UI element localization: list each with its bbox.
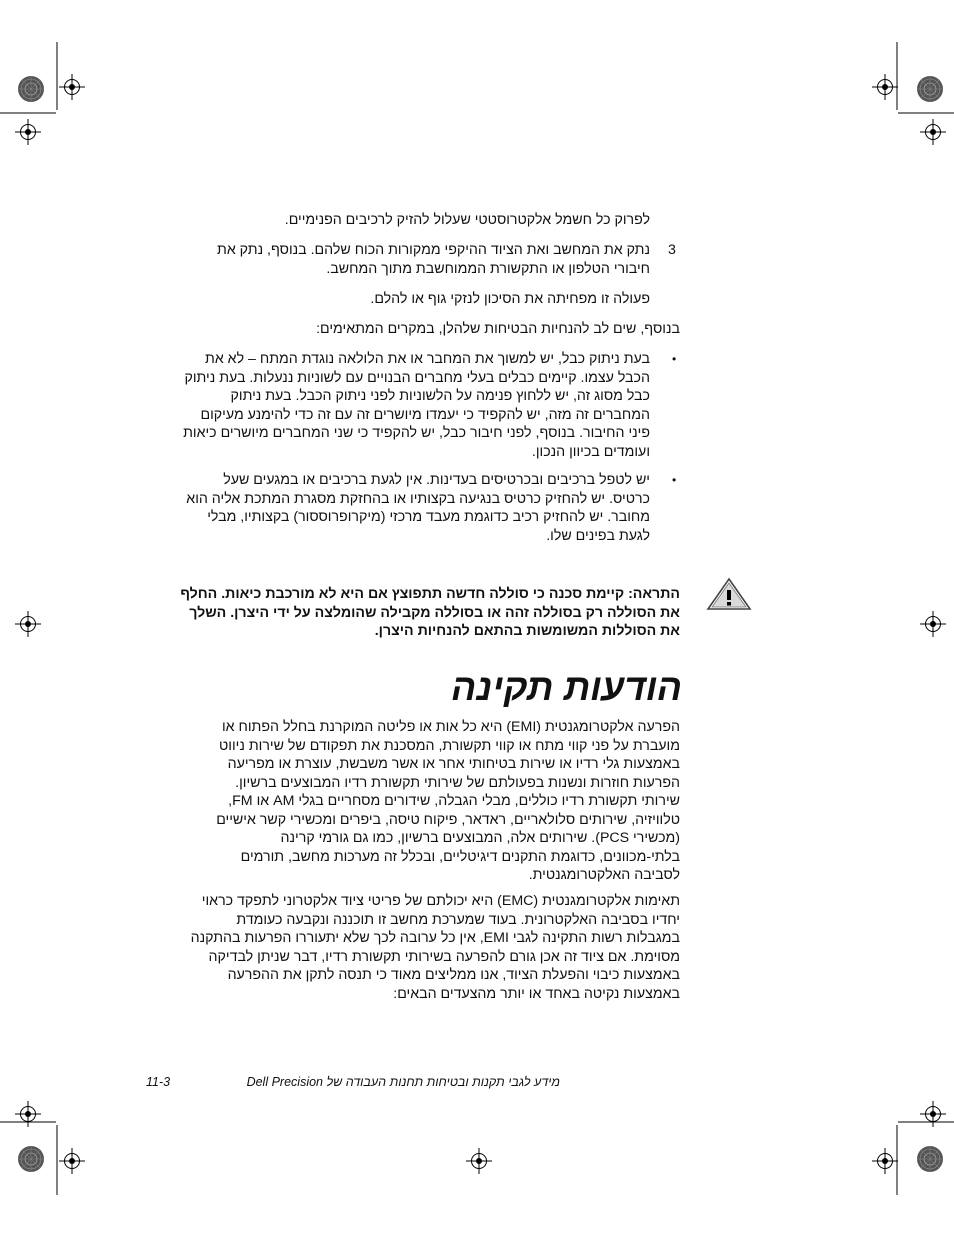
emi-paragraph: הפרעה אלקטרומגנטית (EMI) היא כל אות או פליטה המוקרנת בחלל הפתוח או מועברת על פני קווי מתח או קווי תקשורת, המסכנת את תפקודם של שירות ניווט באמצעות גלי רדיו או שירות בטיחותי אחר או אשר משבשת, עוצרת או מפריעה הפרעות חוזרות ונשנות בפעולתם של שירותי תקשורת רדיו המבוצעים ברשיון. שירותי תקשורת רדיו כוללים, מבלי הגבלה, שידורים מסחריים בגלי AM או FM, טלוויזיה, שירותים סלולאריים, ראדאר, פיקוח טיסה, ביפרים ומכשירי קשר אישיים (מכשירי PCS). שירותים אלה, המבוצעים ברשיון, כמו גם גורמי קרינה בלתי-מכוונים, כדוגמת התקנים דיגיטליים, ובכלל זה מערכות מחשב, תורמים לסביבה האלקטרומגנטית. — [216, 719, 680, 883]
step-note: פעולה זו מפחיתה את הסיכון לנזקי גוף או להלם. — [370, 291, 650, 307]
intro-tail: לפרוק כל חשמל אלקטרוסטטי שעלול להזיק לרכיבים הפנימיים. — [284, 212, 650, 228]
footer-title: מידע לגבי תקנות ובטיחות תחנות העבודה של Dell Precision — [246, 1075, 560, 1089]
bullet-marker: • — [672, 352, 677, 366]
page-number: 11-3 — [146, 1075, 171, 1089]
battery-warning: התראה: קיימת סכנה כי סוללה חדשה תתפוצץ אם היא לא מורכבת כיאות. החלף את הסוללה רק בסוללה זהה או בסוללה מקבילה שהומלצה על ידי היצרן. השלך את הסוללות המשומשות בהתאם להנחיות היצרן. — [180, 586, 680, 639]
step-text: נתק את המחשב ואת הציוד ההיקפי ממקורות הכוח שלהם. בנוסף, נתק את חיבורי הטלפון או התקשורת הממוחשבת מתוך המחשב. — [217, 242, 650, 277]
warning-triangle-icon — [706, 577, 752, 611]
emc-paragraph: תאימות אלקטרומגנטית (EMC) היא יכולתם של פריטי ציוד אלקטרוני לתפקד כראוי יחדיו בסביבה האלקטרונית. בעוד שמערכת מחשב זו תוכננה ונקבעה כעומדת במגבלות רשות התקינה לגבי EMI, אין כל ערובה לכך שלא יתעוררו הפרעות בהתקנה מסוימת. אם ציוד זה אכן גורם להפרעה בשירותי תקשורת רדיו, דבר שניתן לבדיקה באמצעות כיבוי והפעלת הציוד, אנו ממליצים מאוד כי תנסה לתקן את ההפרעה באמצעות נקיטה באחד או יותר מהצעדים הבאים: — [190, 893, 680, 1002]
step-number: 3 — [668, 242, 676, 258]
bullet-text: יש לטפל ברכיבים ובכרטיסים בעדינות. אין לגעת ברכיבים או במגעים שעל כרטיס. יש להחזיק כרטיס בנגיעה בקצותיו או בהחזקת מסגרת המתכת אליה הוא מחובר. יש להחזיק רכיב כדוגמת מעבד מרכזי (מיקרופרוססור) בקצותיו, מבלי לגעת בפינים שלו. — [186, 472, 650, 544]
section-title: הודעות תקינה — [451, 667, 682, 708]
guidelines-intro: בנוסף, שים לב להנחיות הבטיחות שלהלן, במקרים המתאימים: — [316, 321, 680, 337]
bullet-marker: • — [672, 473, 677, 487]
bullet-text: בעת ניתוק כבל, יש למשוך את המחבר או את הלולאה נוגדת המתח – לא את הכבל עצמו. קיימים כבלים בעלי מחברים הבנויים עם לשוניות ננעלות. בעת ניתוק כבל מסוג זה, יש ללחוץ פנימה על הלשוניות לפני ניתוק הכבל. בעת ניתוק המחברים זה מזה, יש להקפיד כי יעמדו מיושרים זה עם זה כדי להימנע מעיקום פיני החיבור. בנוסף, לפני חיבור כבל, יש להקפיד כי שני המחברים מיושרים כיאות ועומדים בכיוון הנכון. — [183, 351, 650, 460]
